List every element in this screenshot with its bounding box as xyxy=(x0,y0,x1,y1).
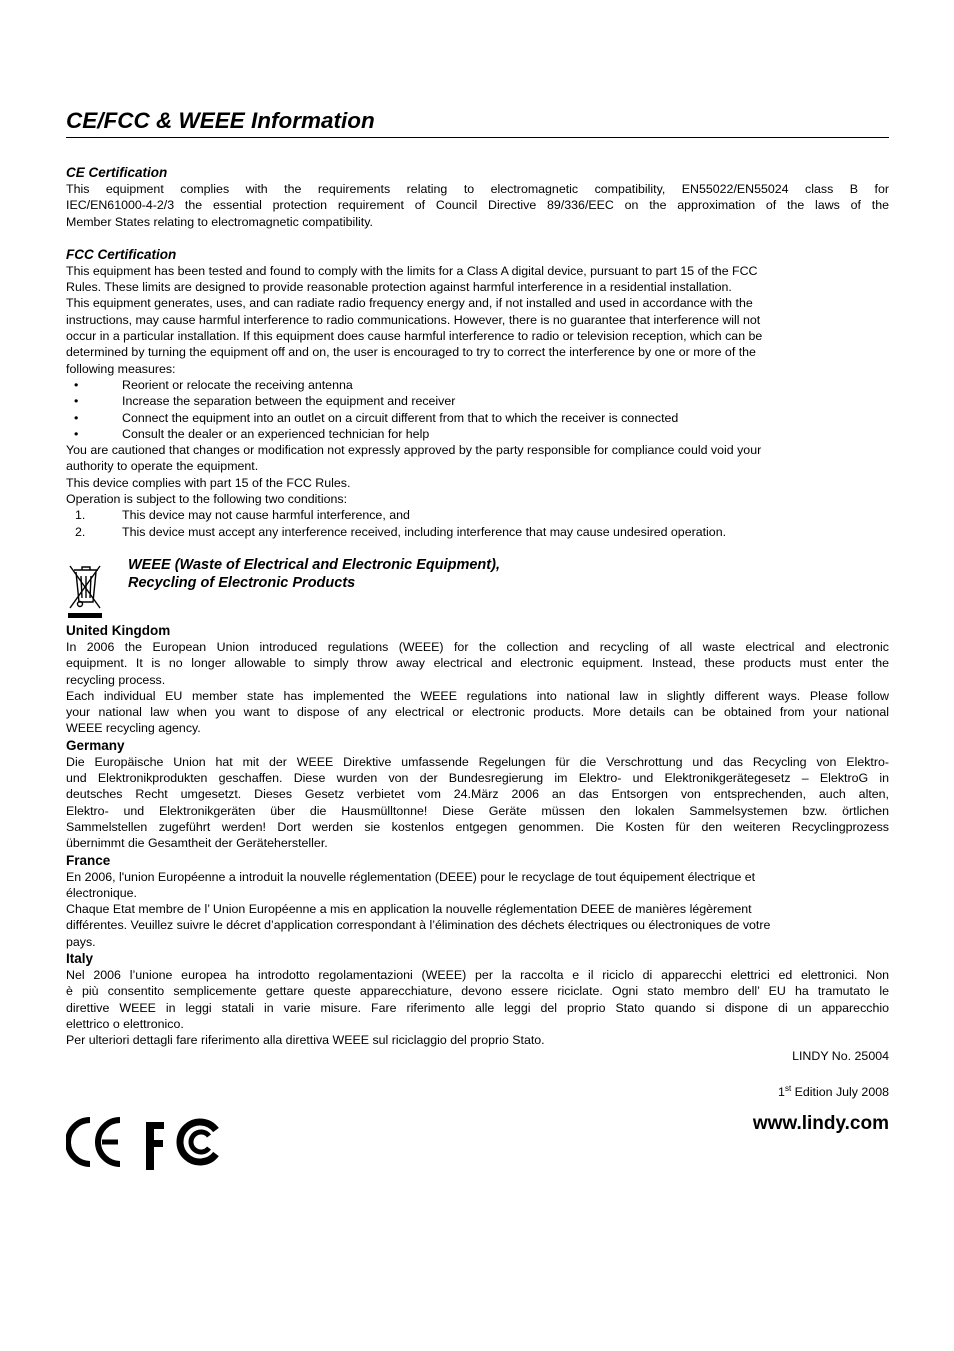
bullet-marker: • xyxy=(74,426,79,441)
ce-section xyxy=(66,164,889,230)
country-text-line: Die Europäische Union hat mit der WEEE Direktive umfassende Regelungen für die Verschrottung und das Recycling von Elektro- xyxy=(66,754,889,769)
list-item xyxy=(66,377,889,393)
edition-ordinal: st xyxy=(784,1083,792,1093)
weee-heading-line: WEEE (Waste of Electrical and Electronic Equipment), xyxy=(128,556,500,573)
fcc-section xyxy=(66,246,889,540)
product-number: LINDY No. 25004 xyxy=(792,1049,889,1064)
fcc-line: This equipment has been tested and found to comply with the limits for a Class A digital device, pursuant to part 15 of the FCC xyxy=(66,263,758,278)
edition-date: Edition July 2008 xyxy=(791,1084,889,1099)
country-text-line: différentes. Veuillez suivre le décret d’application correspondant à l’élimination des déchets électriques ou électroniques de votre xyxy=(66,918,771,933)
country-text-line: Each individual EU member state has implemented the WEEE regulations into national law in slightly different ways. Please follow xyxy=(66,688,889,703)
country-text-line: Chaque Etat membre de l’ Union Européenne a mis en application la nouvelle réglementation DEEE de manières légèrement xyxy=(66,902,752,917)
country-text-line: deutsches Recht umgesetzt. Dieses Gesetz verbietet vom 24.März 2006 an das Entsorgen von entsprechenden, auch alten, xyxy=(66,787,889,802)
country-section xyxy=(66,622,889,737)
fcc-line: This device complies with part 15 of the FCC Rules. xyxy=(66,475,351,490)
country-text-line: recycling process. xyxy=(66,672,166,687)
crossed-out-wheelie-bin-icon xyxy=(66,560,104,620)
country-section xyxy=(66,737,889,852)
fcc-line: authority to operate the equipment. xyxy=(66,459,259,474)
country-text-line: your national law when you want to dispose of any electrical or electronic products. More details can be obtained from your national xyxy=(66,705,889,720)
country-text-line: En 2006, l'union Européenne a introduit la nouvelle réglementation (DEEE) pour le recyclage de tout équipement électrique et xyxy=(66,869,756,884)
weee-heading xyxy=(128,556,500,592)
country-text-line: è più consentito semplicemente gettare queste apparecchiature, devono essere riciclate. Ogni stato membro dell’ EU ha tramutato le xyxy=(66,984,889,999)
list-number: 1. xyxy=(75,508,86,523)
ce-mark-icon xyxy=(68,1120,120,1164)
country-text-line: WEEE recycling agency. xyxy=(66,721,201,736)
edition-info xyxy=(66,1084,889,1100)
document-page xyxy=(66,108,889,1136)
list-item xyxy=(66,393,889,409)
list-item xyxy=(66,524,889,540)
country-text-line: übernimmt die Gesamtheit der Gerätehersteller. xyxy=(66,836,328,851)
fcc-line: occur in a particular installation. If this equipment does cause harmful interference to radio or television reception, which can be xyxy=(66,329,763,344)
weee-heading-line: Recycling of Electronic Products xyxy=(128,574,356,591)
ce-line: IEC/EN61000-4-2/3 the essential protection requirement of Council Directive 89/336/EEC on the approximation of the laws of the xyxy=(66,198,889,213)
page-title: CE/FCC & WEEE Information xyxy=(66,108,889,138)
fcc-line: instructions, may cause harmful interference to radio communications. However, there is no guarantee that interference will not xyxy=(66,312,761,327)
fcc-conditions-list xyxy=(66,507,889,540)
list-number: 2. xyxy=(75,524,86,539)
bullet-marker: • xyxy=(74,377,79,392)
weee-country-sections xyxy=(66,622,889,1049)
list-item-text: Reorient or relocate the receiving antenna xyxy=(122,377,353,392)
ce-line: Member States relating to electromagnetic compatibility. xyxy=(66,214,373,229)
country-text-line: Nel 2006 l’unione europea ha introdotto regolamentazioni (WEEE) per la raccolta e il riciclo di apparecchi elettrici ed elettronici. Non xyxy=(66,967,889,982)
fcc-line: This equipment generates, uses, and can radiate radio frequency energy and, if not installed and used in accordance with the xyxy=(66,296,753,311)
fcc-line: You are cautioned that changes or modification not expressly approved by the party responsible for compliance could void your xyxy=(66,443,762,458)
country-text-line: In 2006 the European Union introduced regulations (WEEE) for the collection and recycling of all waste electrical and electronic xyxy=(66,639,889,654)
country-text-line: und Elektronikprodukten geschaffen. Diese wurden von der Bundesregierung im Elektro- und Elektronikgerätegesetz – ElektroG in xyxy=(66,771,889,786)
fcc-line: Operation is subject to the following two conditions: xyxy=(66,492,348,507)
certification-logos xyxy=(66,1112,226,1172)
list-item xyxy=(66,426,889,442)
list-item-text: Connect the equipment into an outlet on a circuit different from that to which the receiver is connected xyxy=(122,410,679,425)
fcc-logo-icon xyxy=(146,1122,216,1170)
list-item xyxy=(66,410,889,426)
fcc-line: determined by turning the equipment off and on, the user is encouraged to try to correct the interference by one or more of the xyxy=(66,345,756,360)
country-text-line: equipment. It is no longer allowable to simply throw away electrical and electronic equipment. Instead, these products must enter the xyxy=(66,656,889,671)
fcc-heading: FCC Certification xyxy=(66,246,177,262)
fcc-measures-list xyxy=(66,377,889,442)
ce-line: This equipment complies with the requirements relating to electromagnetic compatibility, EN55022/EN55024 class B for xyxy=(66,182,889,196)
country-section xyxy=(66,852,889,950)
list-item-text: Increase the separation between the equipment and receiver xyxy=(122,394,456,409)
bullet-marker: • xyxy=(74,410,79,425)
country-text-line: pays. xyxy=(66,934,96,949)
country-text-line: Sammelstellen zugeführt werden! Dort werden sie kostenlos entgegen genommen. Die Kosten für den weiteren Recyclingprozess xyxy=(66,819,889,834)
list-item-text: Consult the dealer or an experienced technician for help xyxy=(122,426,430,441)
weee-header xyxy=(66,556,889,622)
country-heading: France xyxy=(66,852,111,868)
country-text-line: Elektro- und Elektronikgeräten über die Hausmülltonne! Diese Geräte müssen den lokalen Sammelsystemen bzw. örtlichen xyxy=(66,803,889,818)
country-text-line: électronique. xyxy=(66,885,137,900)
edition-number: 1 xyxy=(778,1084,785,1099)
country-text-line: elettrico o elettronico. xyxy=(66,1016,184,1031)
list-item-text: This device may not cause harmful interference, and xyxy=(122,508,410,523)
website-link[interactable]: www.lindy.com xyxy=(752,1113,889,1135)
country-heading: United Kingdom xyxy=(66,622,171,638)
country-heading: Italy xyxy=(66,950,94,966)
list-item-text: This device must accept any interference received, including interference that may cause undesired operation. xyxy=(122,524,727,539)
country-section xyxy=(66,950,889,1048)
fcc-line: Rules. These limits are designed to provide reasonable protection against harmful interference in a residential installation. xyxy=(66,280,732,295)
bullet-marker: • xyxy=(74,394,79,409)
fcc-line: following measures: xyxy=(66,361,176,376)
ce-heading: CE Certification xyxy=(66,165,168,180)
country-text-line: direttive WEEE in leggi statali in varie misure. Fare riferimento alle leggi del proprio Stato quando si dispone di un apparecchio xyxy=(66,1000,889,1015)
country-heading: Germany xyxy=(66,737,125,753)
list-item xyxy=(66,507,889,523)
country-text-line: Per ulteriori dettagli fare riferimento alla direttiva WEEE sul riciclaggio del proprio Stato. xyxy=(66,1033,545,1048)
